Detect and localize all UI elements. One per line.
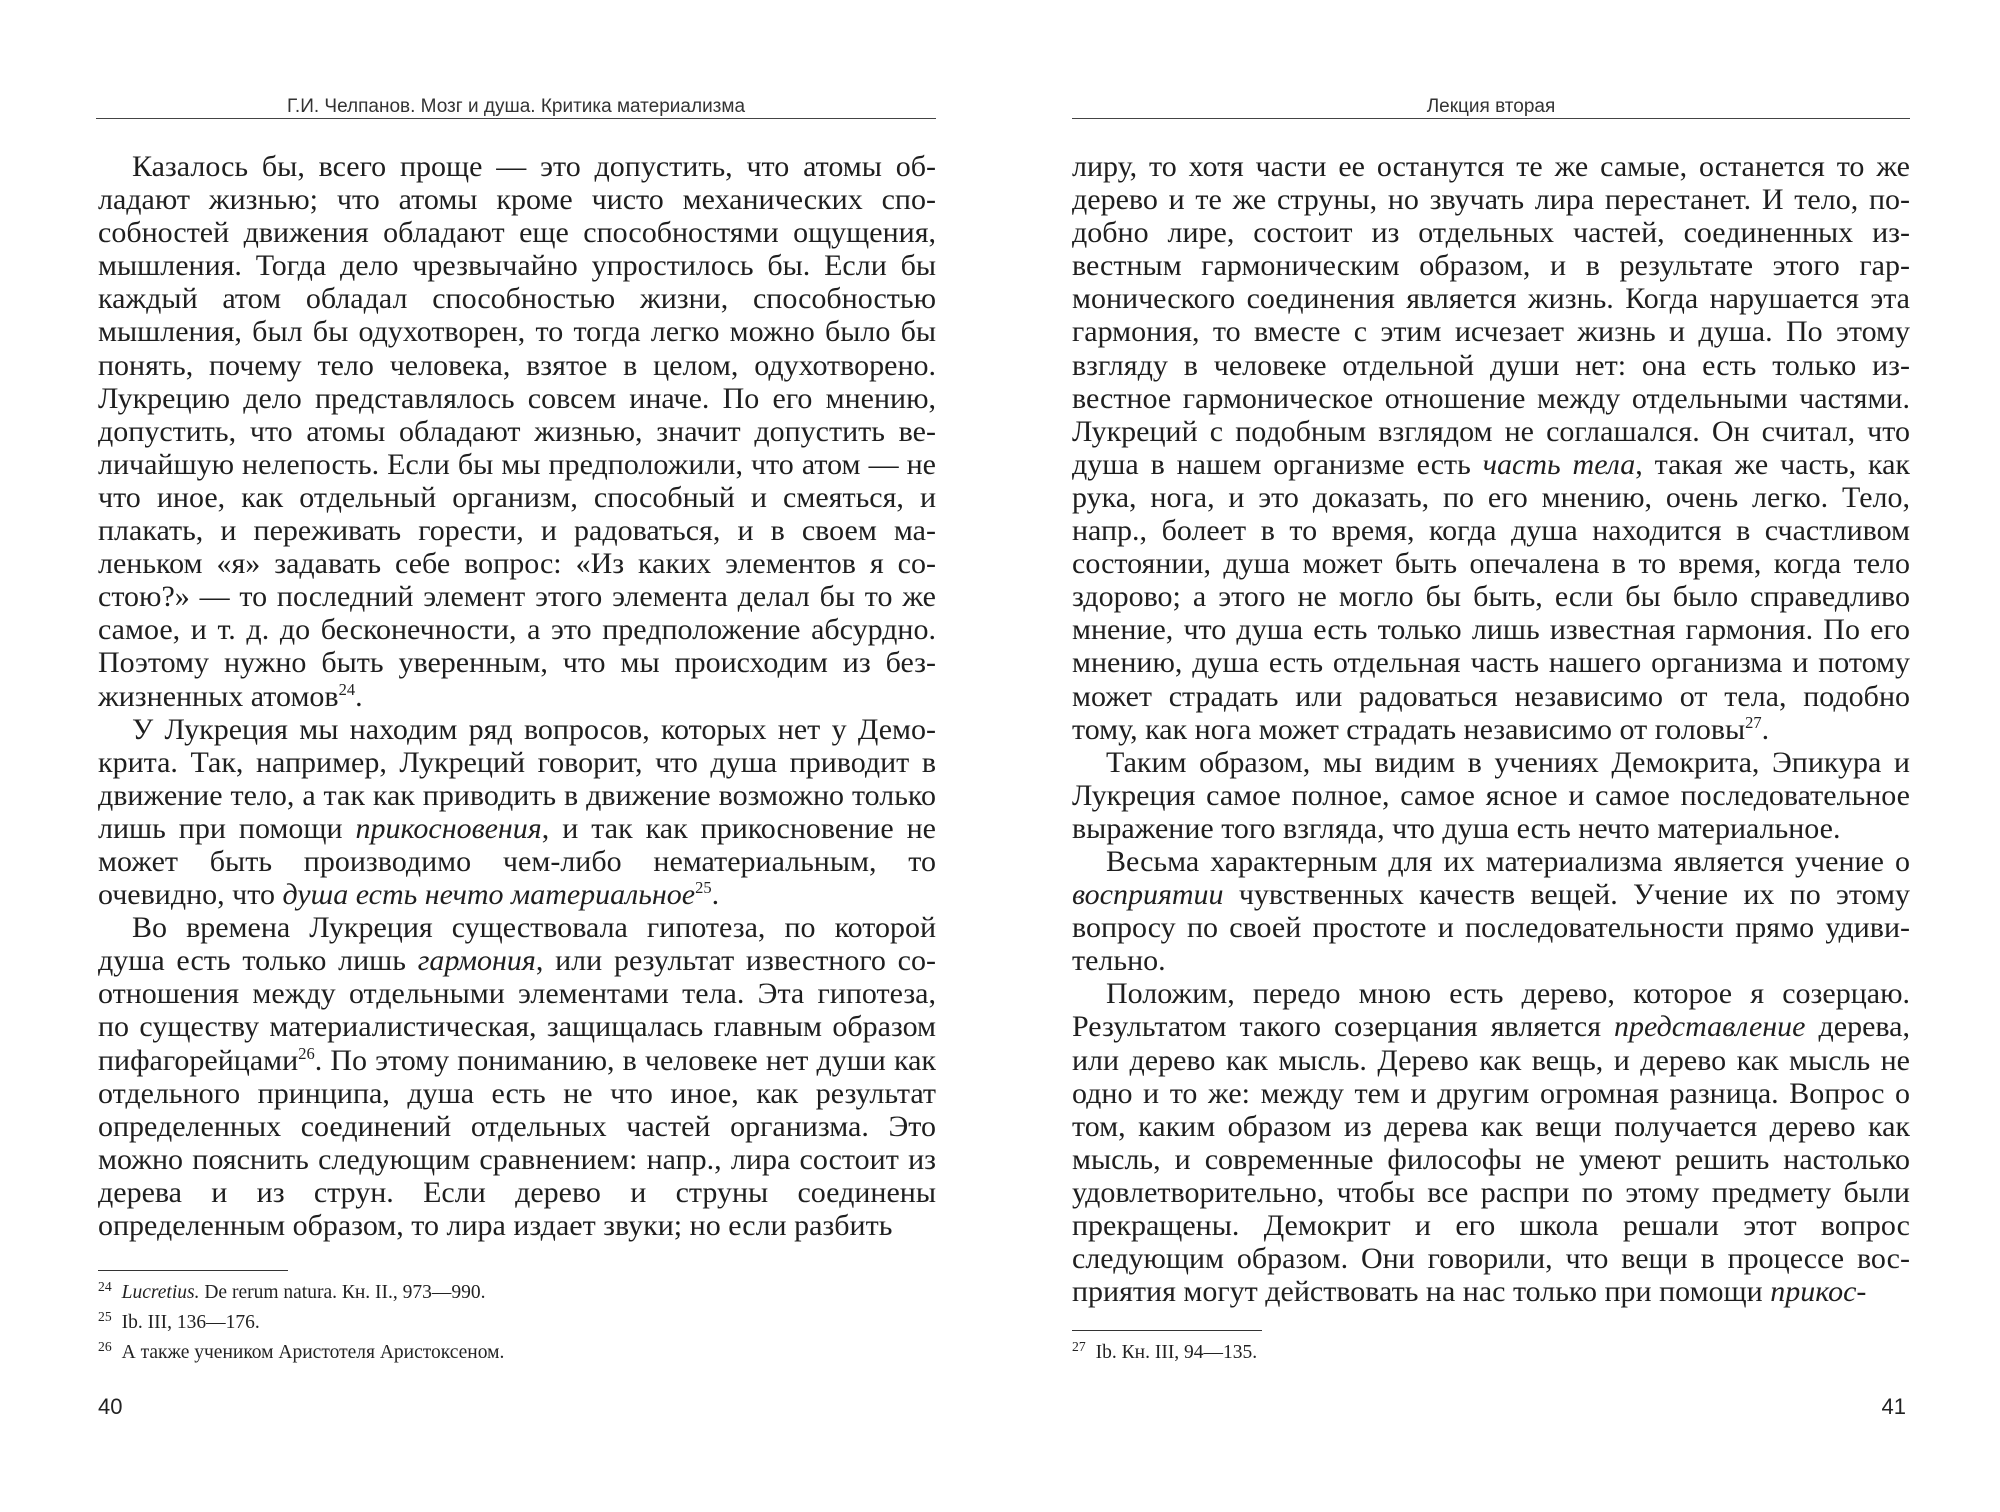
- footnote: $^{27}$ Ib. Кн. III, 94—135.: [1072, 1338, 1258, 1363]
- body-text-right: [1072, 150, 1910, 1308]
- paragraph: Таким образом, мы видим в учениях Демокрита, Эпикура и Лукреция самое полное, самое ясное и самое последовательное выражение того взгляда, что душа есть нечто материальное.: [1072, 745, 1910, 845]
- footnote-rule-left: [98, 1270, 288, 1271]
- footnote: $^{24}$ Lucretius. De rerum natura. Кн. II., 973—990.: [98, 1278, 486, 1303]
- footnote: $^{25}$ Ib. III, 136—176.: [98, 1308, 260, 1333]
- paragraph: лиру, то хотя части ее останутся те же самые, останется то же дерево и те же струны, но звучать лира перестанет. И тело, подобно лире, состоит из отдельных частей, соединенных известным гармоническим образом, и в результате этого гармонического соединения является жизнь. Когда нарушается эта гармония, то вместе с этим исчезает жизнь и душа. По этому взгляду в человеке отдельной души нет: она есть только известное гармоническое отношение между отдельными частями. Лукреций с подобным взглядом не соглашался. Он считал, что душа в нашем организме есть часть тела, такая же часть, как рука, нога, и это доказать, по его мнению, очень легко. Тело, напр., болеет в то время, когда душа находится в счастливом состоянии, душа может быть опечалена в то время, когда тело здорово; а этого не могло бы быть, если бы было справедливо мнение, что душа есть только лишь известная гармония. По его мнению, душа есть отдельная часть нашего организма и потому может страдать или радоваться независимо от тела, подобно тому, как нога может страдать независимо от головы$^{27}$.: [1072, 150, 1911, 746]
- header-rule-right: [1072, 118, 1910, 119]
- page-number-right: 41: [1881, 1394, 1906, 1419]
- paragraph: Весьма характерным для их материализма является учение о восприятии чувственных качеств вещей. Учение их по этому вопросу по своей простоте и последовательности прямо удивительно.: [1072, 844, 1910, 978]
- footnote-ref: 25: [695, 878, 712, 898]
- footnotes-right: [1072, 1338, 1910, 1368]
- footnote-ref: 24: [338, 679, 356, 699]
- paragraph: У Лукреция мы находим ряд вопросов, которых нет у Демокрита. Так, например, Лукреций говорит, что душа приводит в движение тело, а так как приводить в движение возможно только лишь при помощи прикосновения, и так как прикосновение не может быть производимо чем-либо нематериальным, то очевидно, что душа есть нечто материальное$^{25}$.: [98, 712, 936, 912]
- footnote-ref: 27: [1745, 712, 1762, 732]
- footnote: $^{26}$ А также учеником Аристотеля Аристоксеном.: [98, 1338, 505, 1363]
- page-number-left: 40: [98, 1394, 123, 1419]
- right-page: [1000, 0, 2000, 1512]
- running-head-left: Г.И. Челпанов. Мозг и душа. Критика материализма: [286, 96, 746, 117]
- body-text-left: [98, 150, 936, 1242]
- footnote-rule-right: [1072, 1330, 1262, 1331]
- running-head-right: Лекция вторая: [1426, 96, 1556, 117]
- footnote-ref: 26: [298, 1043, 315, 1063]
- paragraph: Казалось бы, всего проще — это допустить, что атомы обладают жизнью; что атомы кроме чисто механических способностей движения обладают еще способностями ощущения, мышления. Тогда дело чрезвычайно упростилось бы. Если бы каждый атом обладал способностью жизни, способностью мышления, был бы одухотворен, то тогда легко можно было бы понять, почему тело человека, взятое в целом, одухотворено. Лукрецию дело представлялось совсем иначе. По его мнению, допустить, что атомы обладают жизнью, значит допустить величайшую нелепость. Если бы мы предположили, что атом — не что иное, как отдельный организм, способный и смеяться, и плакать, и переживать горести, и радоваться, и в своем маленьком «я» задавать себе вопрос: «Из каких элементов я состою?» — то последний элемент этого элемента делал бы то же самое, и т. д. до бесконечности, а это предположение абсурдно. Поэтому нужно быть уверенным, что мы происходим из безжизненных атомов$^{24}$.: [98, 150, 936, 713]
- footnotes-left: [98, 1278, 936, 1368]
- header-rule-left: [96, 118, 936, 119]
- paragraph: Положим, передо мною есть дерево, которое я созерцаю. Результатом такого созерцания является представление дерева, или дерево как мысль. Дерево как вещь, и дерево как мысль не одно и то же: между тем и другим огромная разница. Вопрос о том, каким образом из дерева как вещи получается дерево как мысль, и современные философы не умеют решить настолько удовлетворительно, чтобы все распри по этому предмету были прекращены. Демокрит и его школа решали этот вопрос следующим образом. Они говорили, что вещи в процессе восприятия могут действовать на нас только при помощи прикос-: [1072, 977, 1911, 1309]
- paragraph: Во времена Лукреция существовала гипотеза, по которой душа есть только лишь гармония, или результат известного соотношения между отдельными элементами тела. Эта гипотеза, по существу материалистическая, защищалась главным образом пифагорейцами$^{26}$. По этому пониманию, в человеке нет души как отдельного принципа, душа есть не что иное, как результат определенных соединений отдельных частей организма. Это можно пояснить следующим сравнением: напр., лира состоит из дерева и из струн. Если дерево и струны соединены определенным образом, то лира издает звуки; но если разбить: [98, 911, 936, 1242]
